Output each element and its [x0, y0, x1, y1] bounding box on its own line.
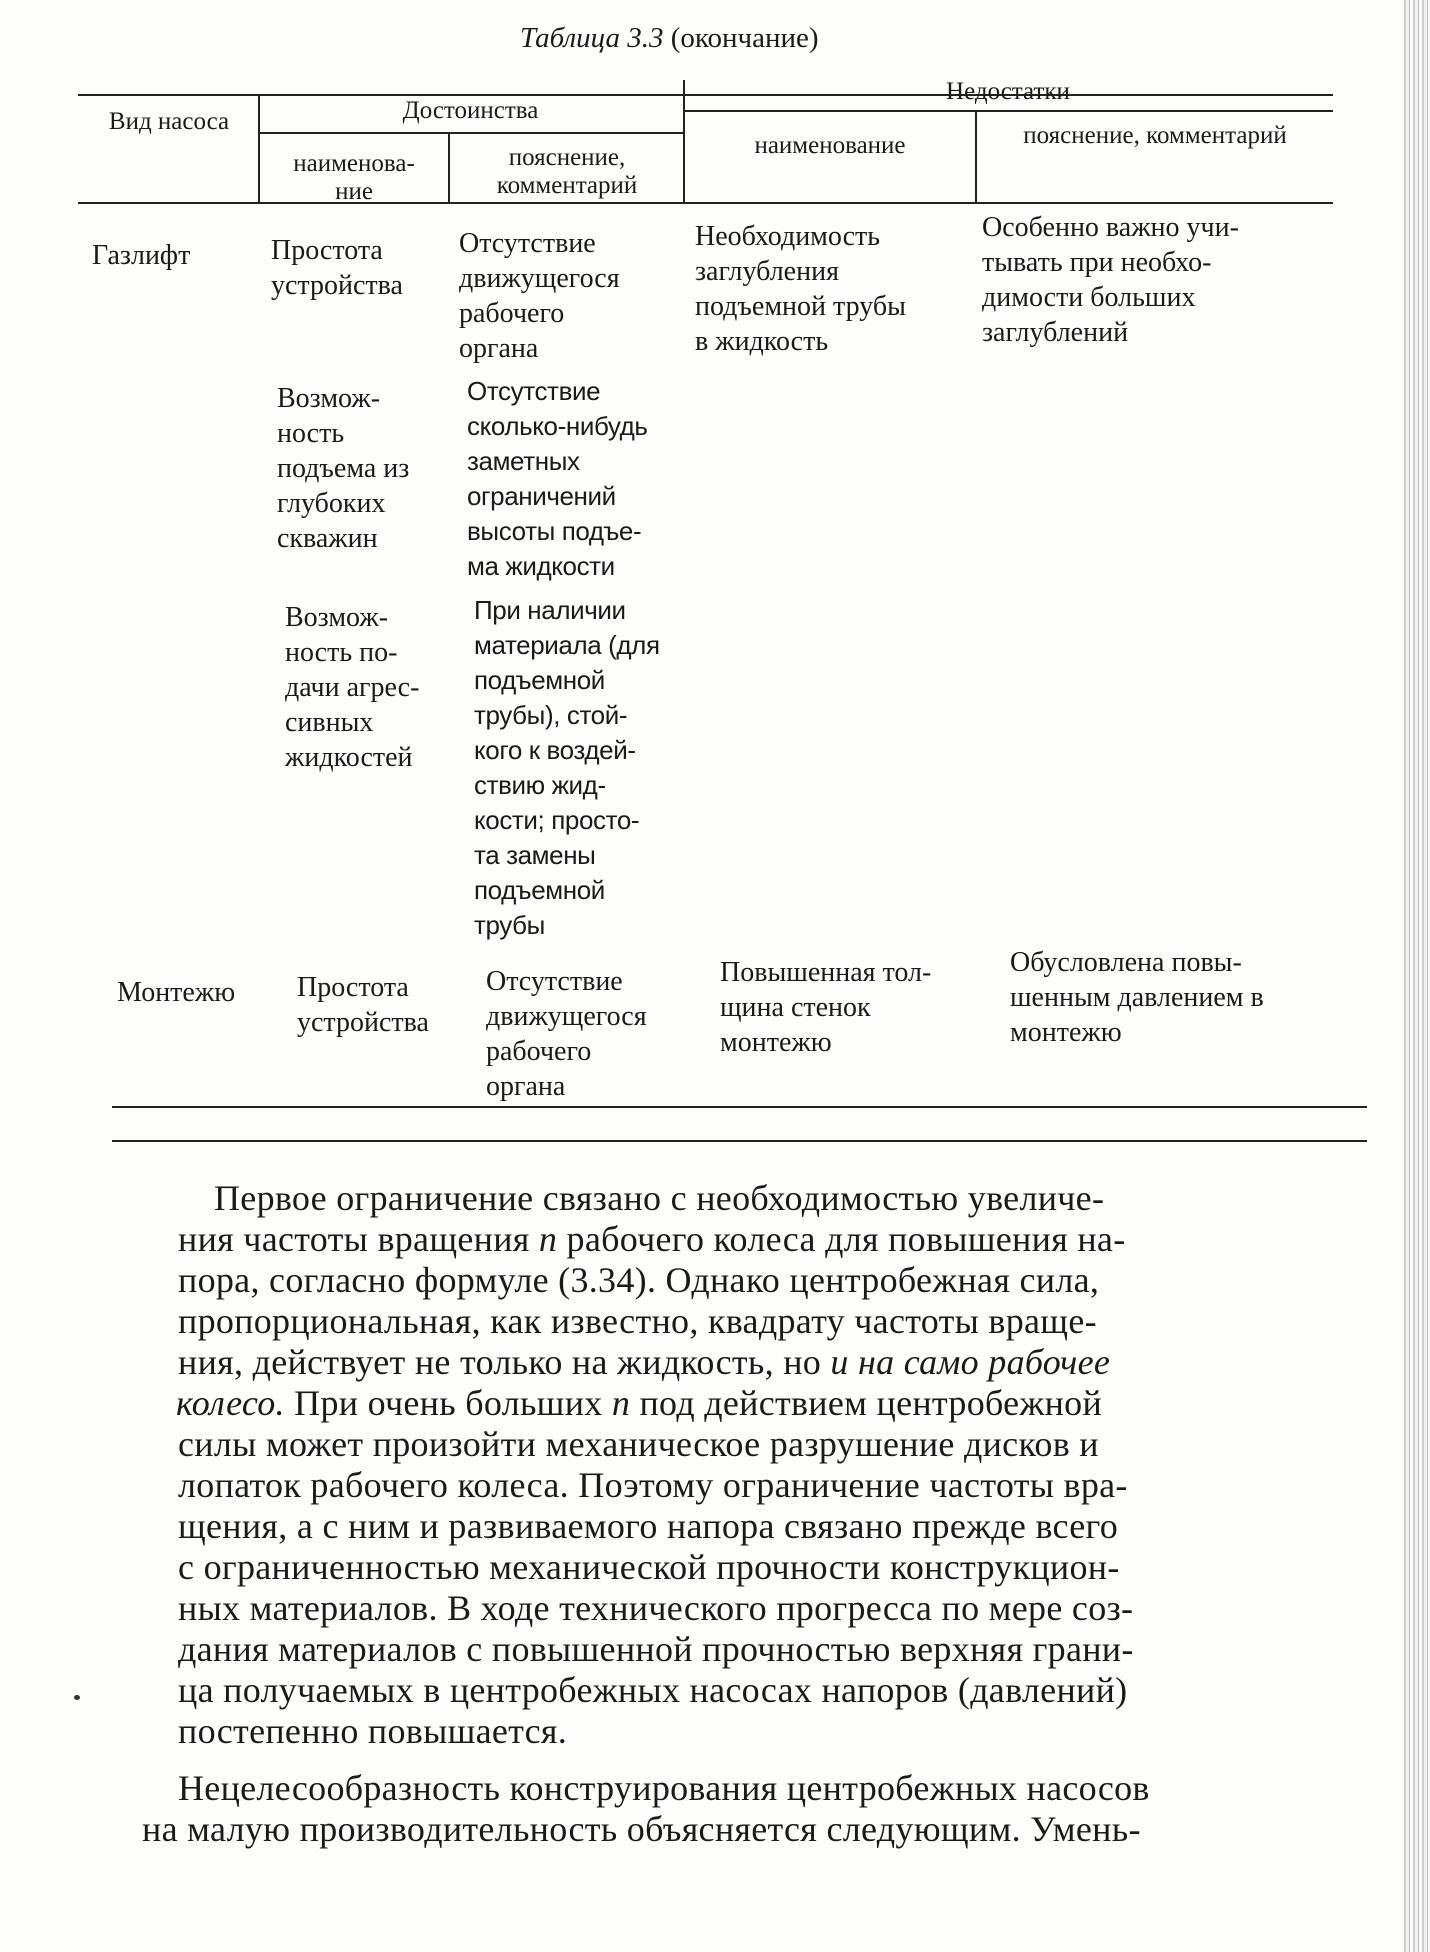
text-line: постепенно повышается. — [178, 1711, 568, 1751]
text-line: на малую производительность объясняется следующим. Умень- — [142, 1809, 1141, 1849]
text-line: дания материалов с повышенной прочностью верхняя грани- — [178, 1629, 1134, 1669]
row-gaslift-adv3-name: Возмож- ность по- дачи агрес- сивных жидкостей — [285, 602, 420, 773]
row-pump-gaslift: Газлифт — [92, 240, 191, 271]
row-gaslift-adv1-comment: Отсутствие движущегося рабочего органа — [459, 228, 620, 364]
header-pump-type: Вид насоса — [108, 108, 230, 135]
text-line: лопаток рабочего колеса. Поэтому ограничение частоты вра- — [178, 1465, 1128, 1505]
row-gaslift-adv3-comment: При наличии материала (для подъемной трубы), стой- кого к воздей- ствию жид- кости; просто- та замены подъемной трубы — [474, 595, 660, 940]
paragraph-2 — [142, 1768, 1150, 1850]
header-disadvantages: Недостатки — [946, 78, 1070, 105]
row-gaslift-dis-comment: Особенно важно учи- тывать при необхо- димости больших заглублений — [982, 212, 1239, 348]
row-pump-montejus: Монтежю — [117, 977, 236, 1008]
table-bottom-rule — [112, 1106, 1367, 1108]
table-bottom-rule-2 — [112, 1140, 1367, 1142]
row-gaslift-adv2-name: Возмож- ность подъема из глубоких скважин — [277, 383, 410, 554]
header-advantages: Достоинства — [402, 97, 539, 124]
scan-edge — [1404, 0, 1430, 1952]
header-dis-name: наименование — [754, 132, 906, 159]
text-line: ния, действует не только на жидкость, но и на само рабочее — [178, 1342, 1111, 1382]
row-montejus-dis-name: Повышенная тол- щина стенок монтежю — [720, 957, 932, 1058]
text-line: пропорциональная, как известно, квадрату частоты враще- — [178, 1301, 1097, 1341]
row-gaslift-adv1-name: Простота устройства — [271, 235, 403, 301]
text-line: ния частоты вращения n рабочего колеса для повышения на- — [178, 1219, 1126, 1259]
text-line: ца получаемых в центробежных насосах напоров (давлений) — [178, 1670, 1128, 1710]
paragraph-1 — [142, 1178, 1134, 1752]
col-rule-4 — [975, 112, 977, 202]
row-montejus-adv1-name: Простота устройства — [297, 972, 429, 1038]
table-caption-label: Таблица 3.3 — [520, 22, 664, 54]
text-line: пора, согласно формуле (3.34). Однако центробежная сила, — [178, 1260, 1100, 1300]
text-line: Нецелесообразность конструирования центробежных насосов — [178, 1768, 1150, 1808]
text-line: Первое ограничение связано с необходимостью увеличе- — [214, 1178, 1105, 1218]
header-dis-comment: пояснение, комментарий — [1023, 122, 1287, 149]
header-adv-name: наименова- ние — [293, 150, 415, 205]
table-caption — [520, 22, 819, 55]
header-mid-rule-adv — [258, 132, 683, 134]
text-line: с ограниченностью механической прочности конструкцион- — [178, 1547, 1120, 1587]
text-line: силы может произойти механическое разрушение дисков и — [178, 1424, 1099, 1464]
table-caption-suffix: (окончание) — [663, 22, 819, 54]
scan-speck — [74, 1695, 80, 1700]
row-montejus-adv1-comment: Отсутствие движущегося рабочего органа — [486, 966, 647, 1102]
row-gaslift-dis-name: Необходимость заглубления подъемной трубы в жидкость — [695, 221, 906, 357]
row-montejus-dis-comment: Обусловлена повы- шенным давлением в монтежю — [1010, 947, 1264, 1048]
col-rule-2 — [448, 132, 450, 202]
text-line: колесо. При очень больших n под действием центробежной — [176, 1383, 1103, 1423]
row-gaslift-adv2-comment: Отсутствие сколько-нибудь заметных ограничений высоты подъе- ма жидкости — [467, 376, 648, 581]
header-adv-comment: пояснение, комментарий — [496, 144, 638, 199]
text-line: ных материалов. В ходе технического прогресса по мере соз- — [178, 1588, 1134, 1628]
header-mid-rule-dis — [683, 110, 1333, 112]
text-line: щения, а с ним и развиваемого напора связано прежде всего — [178, 1506, 1119, 1546]
